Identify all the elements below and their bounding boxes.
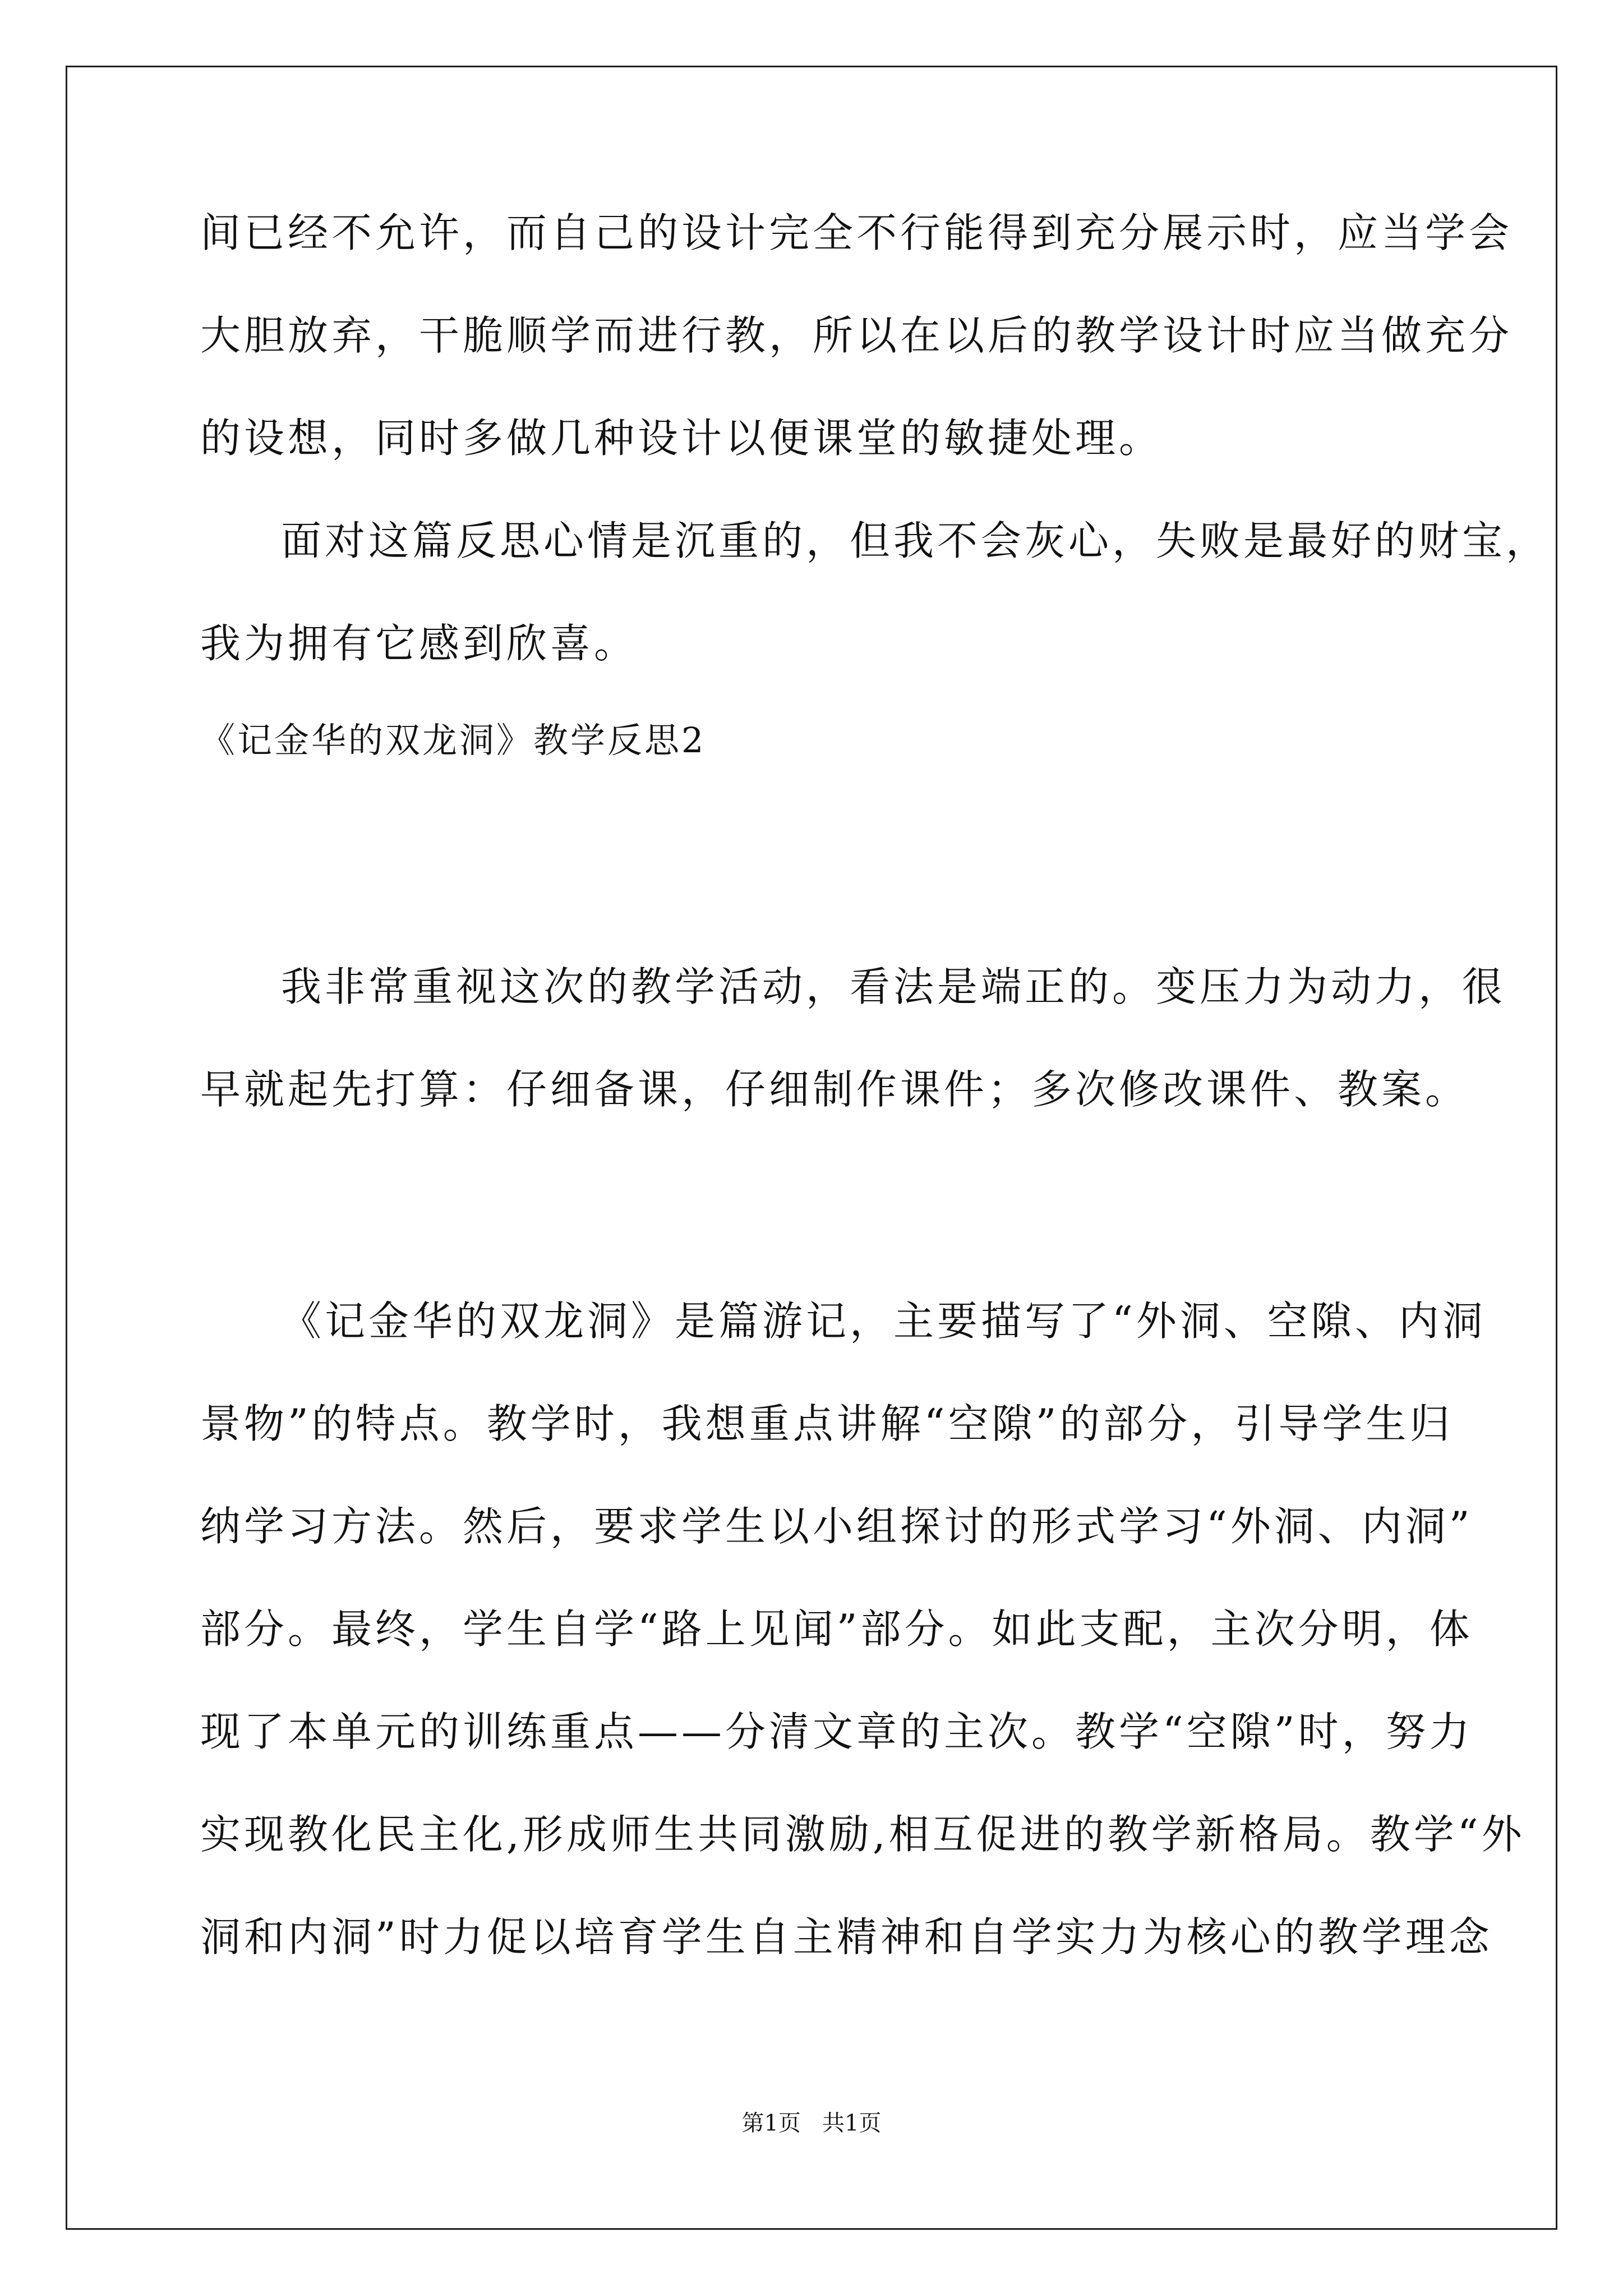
- page-footer: 第1页 共1页: [741, 2110, 882, 2136]
- paragraph-line: 景物”的特点。教学时，我想重点讲解“空隙”的部分，引导学生归: [200, 1400, 1454, 1447]
- paragraph-line: 间已经不允许，而自己的设计完全不行能得到充分展示时，应当学会: [200, 209, 1513, 256]
- paragraph-line: 《记金华的双龙洞》是篇游记，主要描写了“外洞、空隙、内洞: [281, 1297, 1486, 1345]
- paragraph-line: 早就起先打算：仔细备课，仔细制作课件；多次修改课件、教案。: [200, 1066, 1469, 1113]
- paragraph-line: 实现教化民主化,形成师生共同激励,相互促进的教学新格局。教学“外: [200, 1811, 1525, 1858]
- paragraph-line: 我为拥有它感到欣喜。: [200, 620, 638, 667]
- section-title: 《记金华的双龙洞》教学反思2: [200, 720, 706, 761]
- paragraph-line: 纳学习方法。然后，要求学生以小组探讨的形式学习“外洞、内洞”: [200, 1503, 1473, 1550]
- paragraph-line: 我非常重视这次的教学活动，看法是端正的。变压力为动力，很: [281, 963, 1506, 1010]
- page-border: [66, 66, 1557, 2230]
- paragraph-line: 大胆放弃，干脆顺学而进行教，所以在以后的教学设计时应当做充分: [200, 312, 1513, 359]
- paragraph-line: 现了本单元的训练重点——分清文章的主次。教学“空隙”时，努力: [200, 1708, 1473, 1755]
- paragraph-line: 部分。最终，学生自学“路上见闻”部分。如此支配，主次分明，体: [200, 1605, 1473, 1653]
- paragraph-line: 面对这篇反思心情是沉重的，但我不会灰心，失败是最好的财宝，: [281, 517, 1550, 564]
- paragraph-line: 的设想，同时多做几种设计以便课堂的敏捷处理。: [200, 415, 1163, 462]
- paragraph-line: 洞和内洞”时力促以培育学生自主精神和自学实力为核心的教学理念: [200, 1913, 1493, 1961]
